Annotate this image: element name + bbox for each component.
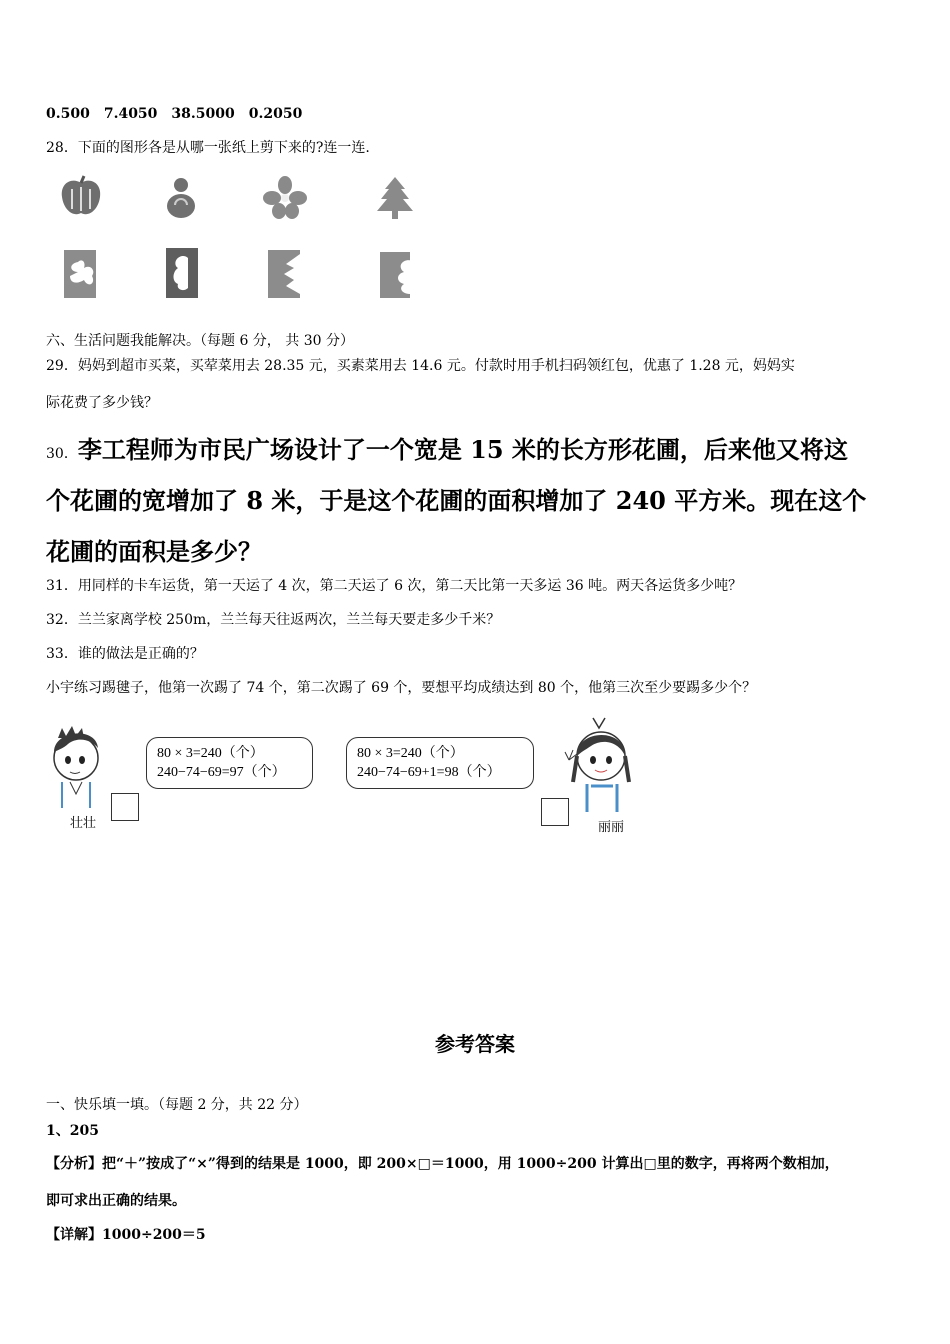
paper-c-icon xyxy=(266,248,302,300)
question-32: 32．兰兰家离学校 250m，兰兰每天往返两次，兰兰每天要走多少千米？ xyxy=(46,612,501,628)
analysis-line2: 即可求出正确的结果。 xyxy=(46,1193,186,1209)
boy-answer-box[interactable] xyxy=(111,793,139,821)
question-28: 28．下面的图形各是从哪一张纸上剪下来的?连一连. xyxy=(46,140,370,156)
question-31: 31．用同样的卡车运货，第一天运了 4 次，第二天运了 6 次，第二天比第一天多运 36 吨。两天各运货多少吨？ xyxy=(46,578,743,594)
question-30-line3: 花圃的面积是多少？ xyxy=(46,537,262,566)
paper-d-icon xyxy=(378,250,412,300)
section-6-heading: 六、生活问题我能解决。（每题 6 分， 共 30 分） xyxy=(46,333,354,349)
top-numbers: 0.500 7.4050 38.5000 0.2050 xyxy=(46,106,303,122)
answers-section-1: 一、快乐填一填。（每题 2 分，共 22 分） xyxy=(46,1097,308,1113)
boy-avatar xyxy=(48,718,104,808)
paper-b-icon xyxy=(164,246,200,300)
girl-speech-bubble xyxy=(346,737,534,789)
boy-calc-line2: 240−74−69=97（个） xyxy=(157,765,286,780)
girl-avatar xyxy=(563,712,639,812)
apple-shape-icon xyxy=(58,175,104,219)
question-33-title: 33．谁的做法是正确的？ xyxy=(46,646,204,662)
question-30-line1 xyxy=(46,430,848,465)
question-33-text: 小宇练习踢毽子，他第一次踢了 74 个，第二次踢了 69 个，要想平均成绩达到 80 个，他第三次至少要踢多少个？ xyxy=(46,680,757,696)
boy-name: 壮壮 xyxy=(70,816,97,831)
question-30-number: 30． xyxy=(46,446,78,462)
answer-1: 1、205 xyxy=(46,1123,99,1139)
question-29-line1: 29．妈妈到超市买菜，买荤菜用去 28.35 元，买素菜用去 14.6 元。付款时用手机扫码领红包，优惠了 1.28 元，妈妈实 xyxy=(46,358,795,374)
gourd-shape-icon xyxy=(163,175,199,221)
girl-name: 丽丽 xyxy=(598,820,625,835)
girl-calc-line1: 80 × 3=240（个） xyxy=(357,746,464,761)
flower-shape-icon xyxy=(262,175,308,221)
boy-calc-line1: 80 × 3=240（个） xyxy=(157,746,264,761)
detail-line: 【详解】1000÷200＝5 xyxy=(46,1227,206,1243)
paper-a-icon xyxy=(62,248,98,300)
question-30-line2: 个花圃的宽增加了 8 米，于是这个花圃的面积增加了 240 平方米。现在这个 xyxy=(46,486,867,515)
question-30-text: 李工程师为市民广场设计了一个宽是 15 米的长方形花圃，后来他又将这 xyxy=(77,435,848,464)
answers-title: 参考答案 xyxy=(435,1032,515,1056)
girl-answer-box[interactable] xyxy=(541,798,569,826)
tree-shape-icon xyxy=(375,175,415,221)
analysis-line1: 【分析】把“＋”按成了“×”得到的结果是 1000，即 200×□＝1000，用 1000÷200 计算出□里的数字，再将两个数相加， xyxy=(46,1156,839,1172)
girl-calc-line2: 240−74−69+1=98（个） xyxy=(357,765,501,780)
question-29-line2: 际花费了多少钱？ xyxy=(46,395,158,411)
boy-speech-bubble xyxy=(146,737,313,789)
